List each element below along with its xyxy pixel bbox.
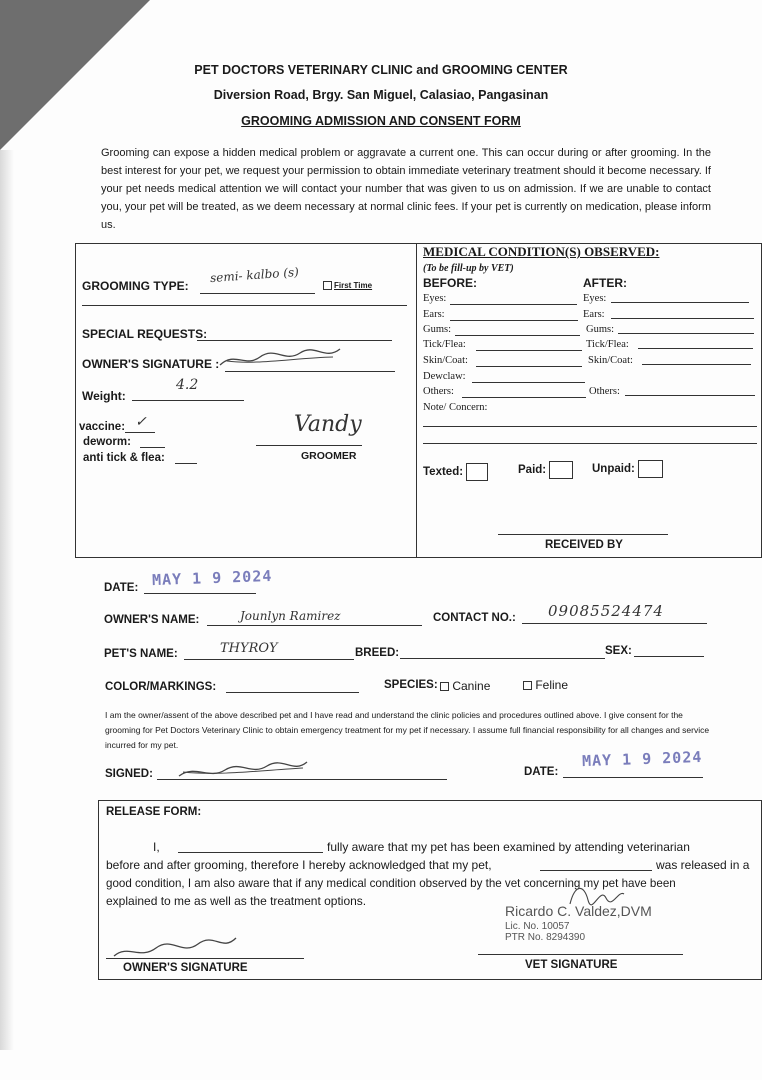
weight-value[interactable]: 4.2	[176, 377, 199, 393]
canine-checkbox[interactable]	[440, 682, 449, 691]
after-eyes-line[interactable]	[611, 302, 749, 303]
form-title: GROOMING ADMISSION AND CONSENT FORM	[241, 114, 521, 128]
after-tick-line[interactable]	[638, 348, 753, 349]
grooming-type-value[interactable]: semi- kalbo (s)	[209, 264, 300, 286]
after-ears-line[interactable]	[611, 318, 754, 319]
special-requests-label: SPECIAL REQUESTS:	[82, 327, 208, 341]
texted-label: Texted:	[423, 466, 464, 479]
sex-line[interactable]	[634, 656, 704, 657]
after-eyes-label: Eyes:	[583, 293, 607, 304]
pet-name-value[interactable]: THYROY	[220, 641, 278, 656]
vet-ptr: PTR No. 8294390	[505, 932, 586, 943]
species-canine-option[interactable]	[440, 679, 490, 693]
deworm-line[interactable]	[140, 447, 165, 448]
clinic-name: PET DOCTORS VETERINARY CLINIC and GROOMING CENTER	[194, 63, 568, 77]
deworm-label: deworm:	[83, 436, 131, 448]
vet-license: Lic. No. 10057	[505, 921, 570, 932]
owner-signature-label: OWNER'S SIGNATURE :	[82, 357, 220, 371]
before-gums-line[interactable]	[455, 335, 580, 336]
after-others-label: Others:	[589, 386, 620, 397]
release-title: RELEASE FORM:	[106, 806, 202, 818]
vet-signature-line	[478, 954, 683, 955]
note-line-2[interactable]	[423, 443, 757, 444]
anti-tick-label: anti tick & flea:	[83, 452, 165, 464]
after-skin-line[interactable]	[642, 364, 751, 365]
grooming-extra-line	[82, 305, 407, 306]
release-pet-line[interactable]	[540, 870, 652, 871]
groomer-line	[256, 445, 362, 446]
before-others-label: Others:	[423, 386, 454, 397]
release-owner-line	[106, 958, 304, 959]
signed-date-stamp[interactable]: MAY 1 9 2024	[581, 747, 703, 771]
breed-label: BREED:	[355, 647, 400, 659]
date-stamp[interactable]: MAY 1 9 2024	[151, 566, 273, 590]
consent-paragraph: I am the owner/assent of the above described pet and I have read and understand the clinic policies and procedures outlined above. I give consent for the grooming for Pet Doctors Veterinary Clinic to obtain emergency treatment for my pet if necessary. I assume full financial responsibility for all changes and service incurred for my pet.	[105, 710, 710, 750]
grooming-type-line	[200, 293, 315, 294]
texted-option[interactable]	[423, 463, 488, 481]
release-line4: explained to me as well as the treatment options.	[106, 894, 367, 908]
before-others-line[interactable]	[462, 397, 586, 398]
before-ears-label: Ears:	[423, 309, 445, 320]
color-markings-line[interactable]	[226, 692, 359, 693]
unpaid-option[interactable]	[592, 460, 663, 478]
before-label: BEFORE:	[423, 276, 477, 290]
vaccine-line	[125, 432, 155, 433]
vet-stamp-name: Ricardo C. Valdez,DVM	[505, 903, 652, 919]
after-tick-label: Tick/Flea:	[586, 339, 629, 350]
canine-label: Canine	[452, 679, 491, 693]
signed-date-label: DATE:	[524, 766, 559, 778]
paid-option[interactable]	[518, 461, 573, 479]
vet-signature-label: VET SIGNATURE	[525, 959, 618, 971]
sex-label: SEX:	[605, 645, 632, 657]
release-owner-signature-label: OWNER'S SIGNATURE	[123, 962, 248, 974]
owner-name-label: OWNER'S NAME:	[104, 614, 200, 626]
column-divider	[416, 243, 417, 557]
feline-checkbox[interactable]	[523, 681, 532, 690]
signed-date-line	[563, 777, 703, 778]
received-by-line[interactable]	[498, 534, 668, 535]
weight-label: Weight:	[82, 389, 126, 403]
groomer-signature: Vandy	[294, 412, 362, 437]
color-markings-label: COLOR/MARKINGS:	[105, 681, 217, 693]
before-skin-line[interactable]	[476, 366, 582, 367]
signed-scribble	[175, 758, 310, 784]
pet-name-label: PET'S NAME:	[104, 648, 178, 660]
received-by-label: RECEIVED BY	[545, 539, 623, 551]
unpaid-label: Unpaid:	[592, 463, 635, 476]
pet-name-line	[184, 659, 354, 660]
clinic-address: Diversion Road, Brgy. San Miguel, Calasiao, Pangasinan	[213, 88, 549, 102]
vet-signature-scribble	[560, 880, 630, 910]
note-label: Note/ Concern:	[423, 402, 488, 413]
after-skin-label: Skin/Coat:	[588, 355, 633, 366]
signed-label: SIGNED:	[105, 768, 153, 780]
feline-label: Feline	[535, 678, 569, 692]
anti-tick-line[interactable]	[175, 463, 197, 464]
after-ears-label: Ears:	[583, 309, 605, 320]
before-gums-label: Gums:	[423, 324, 452, 335]
date-line	[144, 593, 256, 594]
texted-checkbox[interactable]	[466, 463, 488, 481]
first-time-label: First Time	[334, 281, 373, 290]
first-time-option[interactable]	[323, 281, 372, 290]
before-skin-label: Skin/Coat:	[423, 355, 468, 366]
date-label: DATE:	[104, 582, 139, 594]
contact-value[interactable]: 09085524474	[548, 602, 664, 620]
owner-name-value[interactable]: Jounlyn Ramirez	[240, 609, 341, 623]
owner-name-line	[207, 625, 422, 626]
after-others-line[interactable]	[625, 395, 755, 396]
species-label: SPECIES:	[384, 679, 438, 691]
release-name-line[interactable]	[178, 852, 323, 853]
first-time-checkbox[interactable]	[323, 281, 332, 290]
owner-signature-scribble	[215, 343, 345, 373]
paid-checkbox[interactable]	[549, 461, 573, 479]
before-eyes-label: Eyes:	[423, 293, 447, 304]
before-tick-line[interactable]	[476, 350, 582, 351]
before-dewclaw-line[interactable]	[472, 382, 585, 383]
vaccine-label: vaccine:	[79, 421, 126, 433]
release-line2: before and after grooming, therefore I hereby acknowledged that my pet,	[106, 858, 492, 872]
release-owner-scribble	[110, 936, 240, 964]
contact-label: CONTACT NO.:	[433, 612, 516, 624]
release-line1: fully aware that my pet has been examined by attending veterinarian	[327, 840, 690, 854]
after-gums-label: Gums:	[586, 324, 615, 335]
vaccine-check[interactable]: ✓	[135, 414, 147, 430]
after-gums-line[interactable]	[618, 333, 754, 334]
before-tick-label: Tick/Flea:	[423, 339, 466, 350]
after-label: AFTER:	[583, 276, 627, 290]
medical-title: MEDICAL CONDITION(S) OBSERVED:	[423, 244, 660, 259]
before-dewclaw-label: Dewclaw:	[423, 371, 466, 382]
intro-paragraph: Grooming can expose a hidden medical problem or aggravate a current one. This can occur during or after grooming. In the best interest for your pet, we request your permission to obtain immediate veterinary treatment should it become necessary. If your pet needs medical attention we will contact your number that was given to us on admission. If we are unable to contact you, your pet will be treated, as we deem necessary at normal clinic fees. If your pet is currently on medication, please inform us.	[101, 147, 711, 231]
unpaid-checkbox[interactable]	[638, 460, 663, 478]
release-line3: good condition, I am also aware that if any medical condition observed by the vet concerning my pet have been	[106, 877, 676, 890]
grooming-type-label: GROOMING TYPE:	[82, 279, 189, 293]
paid-label: Paid:	[518, 464, 547, 477]
scan-edge	[0, 150, 14, 1050]
before-eyes-line[interactable]	[450, 304, 577, 305]
medical-subtitle: (To be fill-up by VET)	[423, 263, 514, 274]
weight-line	[132, 400, 244, 401]
breed-line[interactable]	[400, 658, 605, 659]
note-line-1[interactable]	[423, 426, 757, 427]
contact-line	[522, 623, 707, 624]
groomer-label: GROOMER	[301, 450, 357, 462]
special-requests-line[interactable]	[197, 340, 392, 341]
before-ears-line[interactable]	[450, 320, 578, 321]
release-i-label: I,	[153, 840, 160, 854]
release-line2-end: was released in a	[656, 858, 750, 872]
species-feline-option[interactable]	[523, 678, 568, 692]
